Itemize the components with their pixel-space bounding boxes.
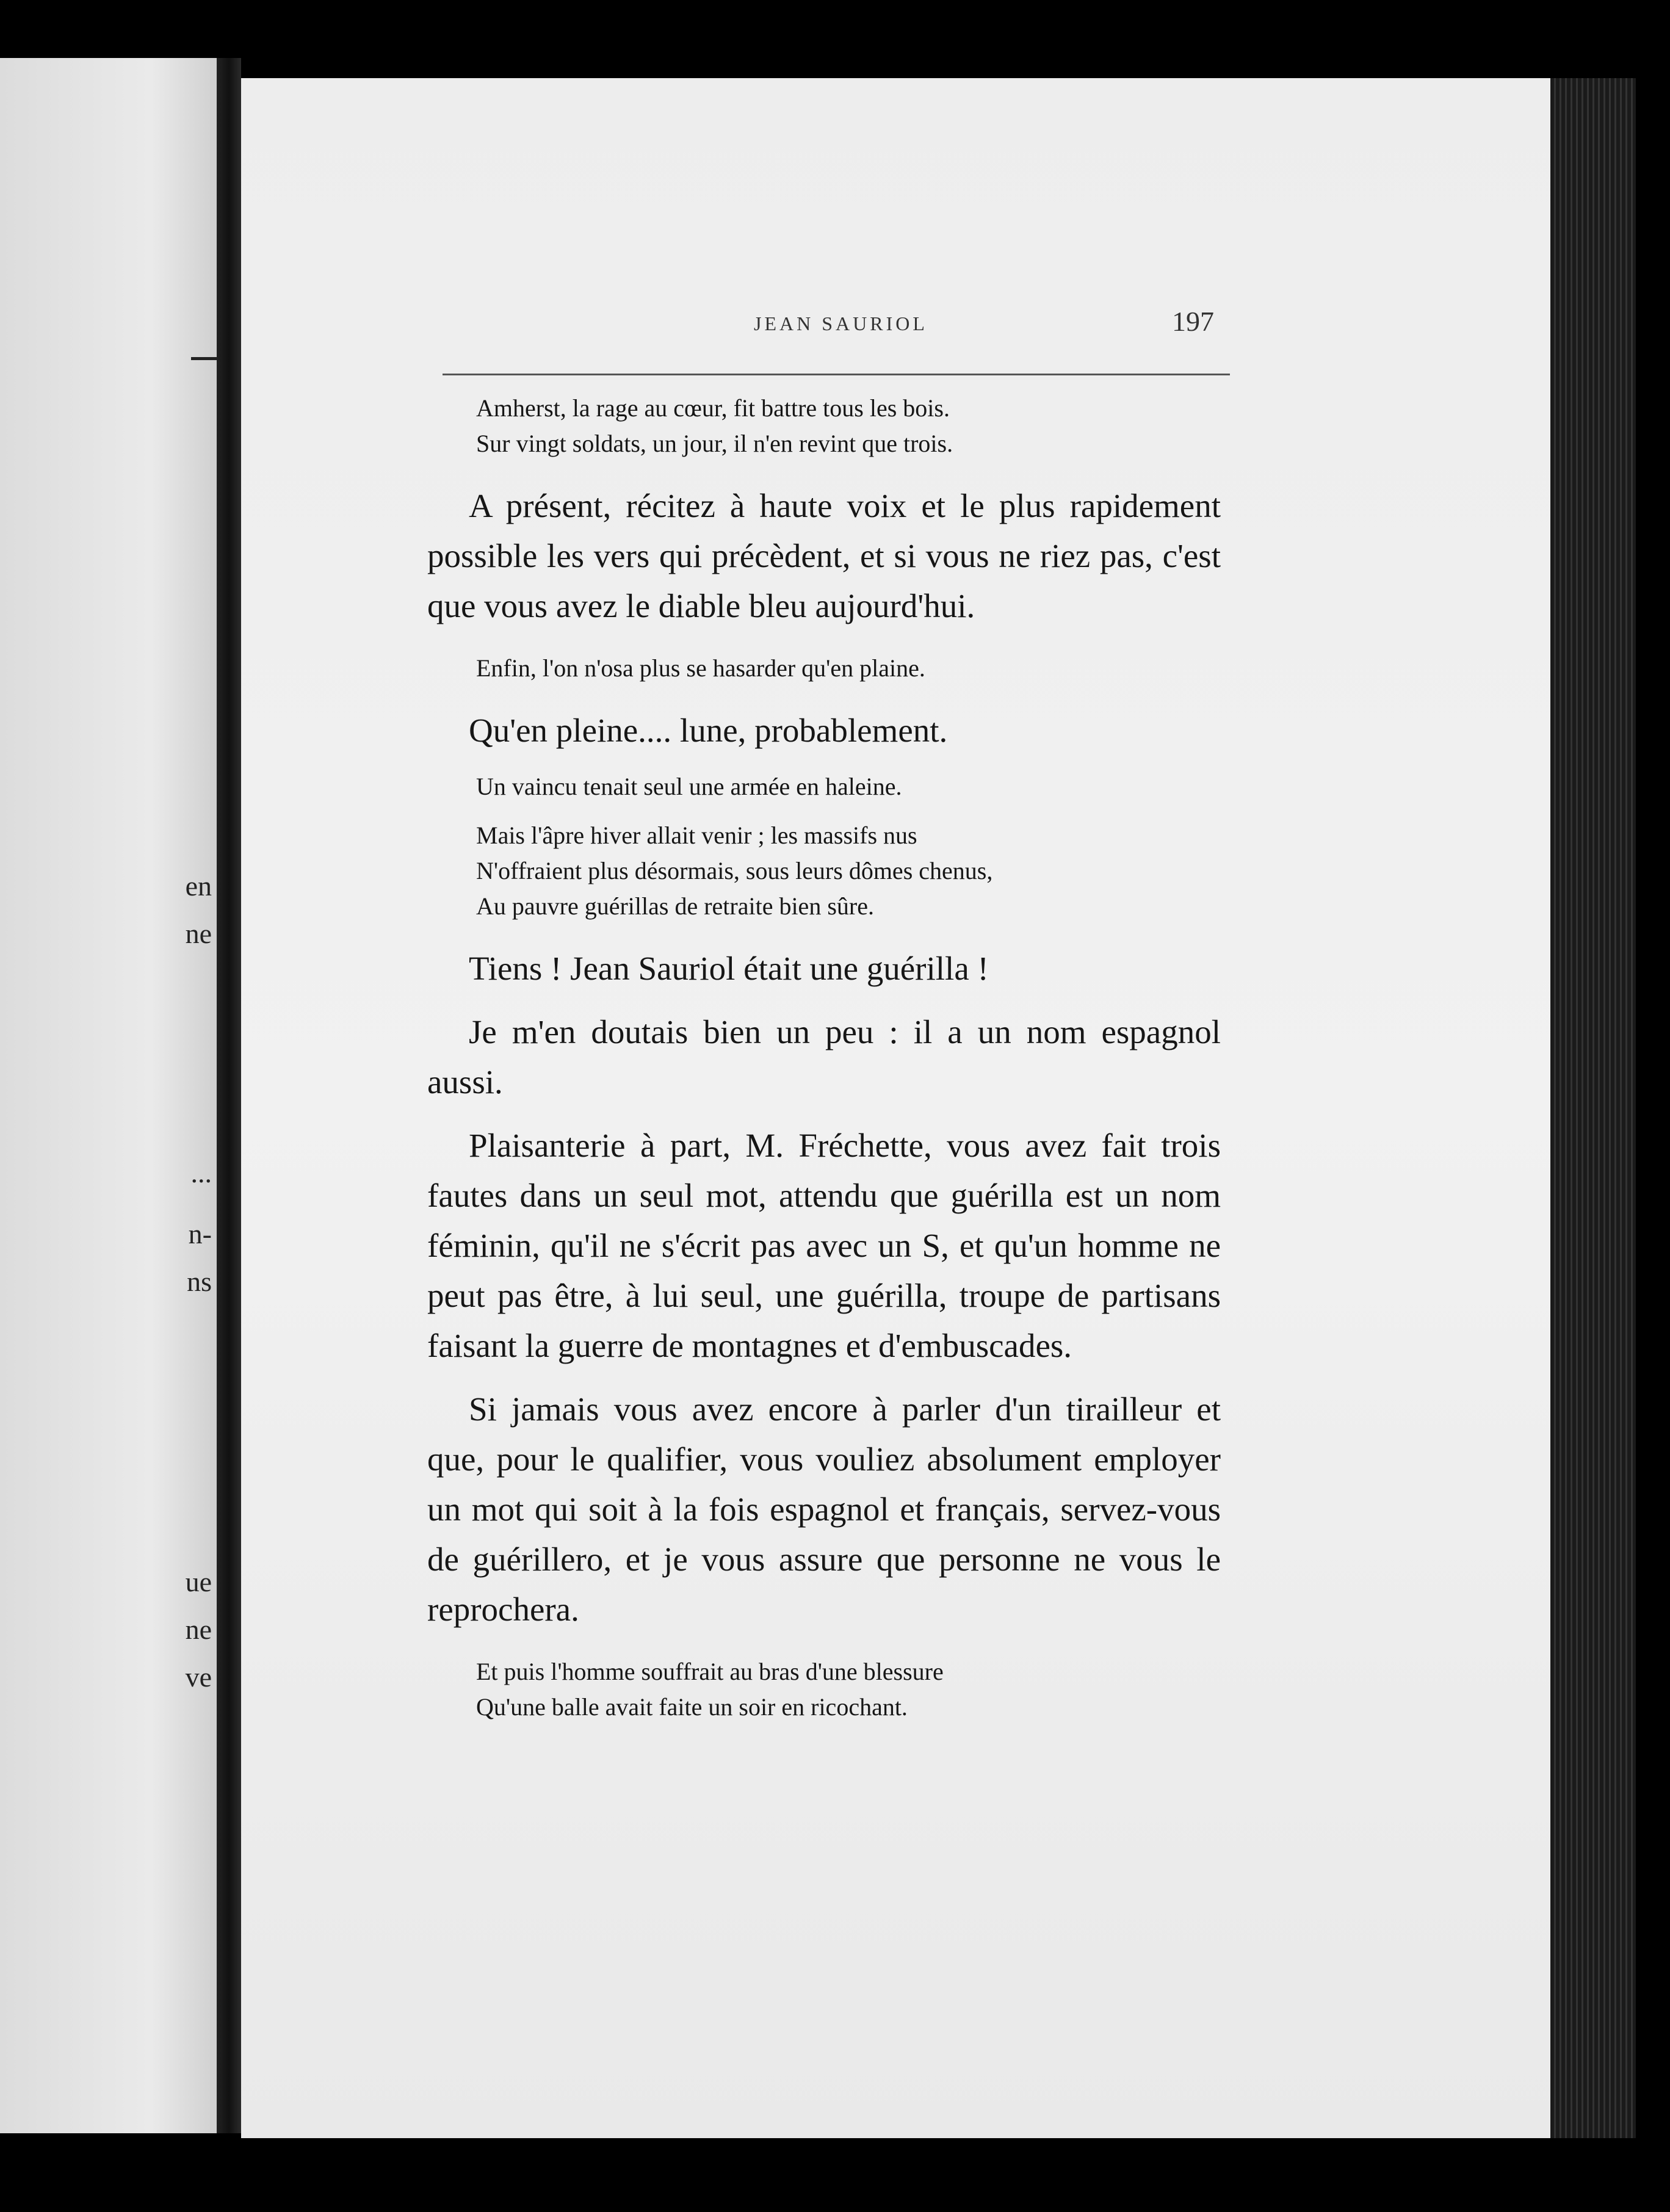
left-page-fragment: ue bbox=[185, 1566, 212, 1597]
page-body bbox=[427, 391, 1221, 1725]
page-number: 197 bbox=[1172, 306, 1214, 337]
verse-quote bbox=[476, 818, 1221, 924]
verse-line: Sur vingt soldats, un jour, il n'en revint que trois. bbox=[476, 430, 953, 457]
paragraph: Si jamais vous avez encore à parler d'un tirailleur et que, pour le qualifier, vous vouliez absolument employer un mot qui soit à la fois espagnol et français, servez-vous de guérillero, et je vous assure que personne ne vous le reprochera. bbox=[427, 1390, 1221, 1628]
book-gutter bbox=[217, 58, 241, 2133]
left-page-fragment: ve bbox=[185, 1661, 212, 1693]
verse-quote bbox=[476, 1654, 1221, 1725]
paragraph: Je m'en doutais bien un peu : il a un nom espagnol aussi. bbox=[427, 1013, 1221, 1101]
paragraph: A présent, récitez à haute voix et le plus rapidement possible les vers qui précèdent, et si vous ne riez pas, c'est que vous avez le diable bleu aujourd'hui. bbox=[427, 487, 1221, 624]
left-page-fragment: en bbox=[185, 870, 212, 902]
verse-line: Au pauvre guérillas de retraite bien sûre. bbox=[476, 892, 874, 920]
header-rule bbox=[443, 374, 1230, 375]
left-page-fragment: n- bbox=[188, 1218, 212, 1249]
verse-line: Qu'une balle avait faite un soir en ricochant. bbox=[476, 1693, 908, 1721]
verse-line: N'offraient plus désormais, sous leurs dômes chenus, bbox=[476, 857, 993, 884]
verse-line: Un vaincu tenait seul une armée en haleine. bbox=[476, 773, 902, 800]
left-page-fragment: ne bbox=[185, 1614, 212, 1645]
running-title: JEAN SAURIOL bbox=[754, 313, 928, 334]
verse-line: Mais l'âpre hiver allait venir ; les massifs nus bbox=[476, 822, 917, 849]
verse-line: Et puis l'homme souffrait au bras d'une blessure bbox=[476, 1658, 944, 1685]
verse-quote bbox=[476, 651, 1221, 686]
verse-quote bbox=[476, 391, 1221, 461]
left-page-dash bbox=[191, 357, 217, 360]
paragraph: Qu'en pleine.... lune, probablement. bbox=[469, 712, 948, 749]
left-page-fragment: ne bbox=[185, 918, 212, 949]
verse-line: Amherst, la rage au cœur, fit battre tous les bois. bbox=[476, 394, 950, 422]
paragraph: Tiens ! Jean Sauriol était une guérilla ! bbox=[469, 950, 989, 987]
verse-line: Enfin, l'on n'osa plus se hasarder qu'en plaine. bbox=[476, 654, 925, 682]
page-edges bbox=[1550, 78, 1636, 2138]
left-page-fragment: ... bbox=[190, 1157, 212, 1188]
verse-quote bbox=[476, 769, 1221, 804]
left-page-fragment: ns bbox=[187, 1266, 212, 1297]
left-page bbox=[0, 58, 217, 2133]
paragraph: Plaisanterie à part, M. Fréchette, vous avez fait trois fautes dans un seul mot, attendu que guérilla est un nom féminin, qu'il ne s'écrit pas avec un S, et qu'un homme ne peut pas être, à lui seul, une guérilla, troupe de partisans faisant la guerre de montagnes et d'embuscades. bbox=[427, 1127, 1221, 1364]
